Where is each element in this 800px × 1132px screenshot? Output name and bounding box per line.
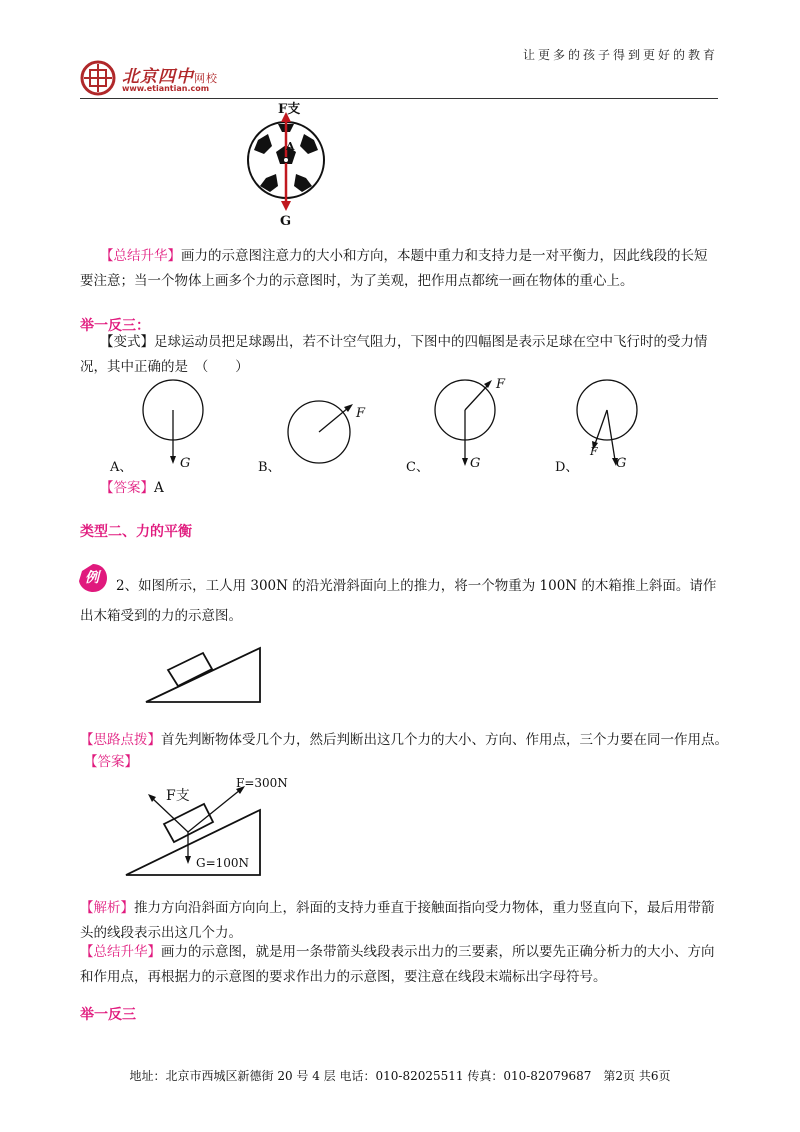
option-b-label: B、: [258, 460, 281, 475]
example2-text: 2、如图所示，工人用 300N 的沿光滑斜面向上的推力，将一个物重为 100N 的木箱推上斜面。请作出木箱受到的力的示意图。: [80, 578, 717, 624]
answer1-tag: 【答案】: [100, 480, 154, 496]
header-logo: [80, 60, 120, 96]
fig2-label-gravity: G=100N: [196, 856, 250, 870]
summary1-text: 画力的示意图注意力的大小和方向，本题中重力和支持力是一对平衡力，因此线段的长短要注意；当一个物体上画多个力的示意图时，为了美观，把作用点都统一画在物体的重心上。: [80, 248, 708, 289]
answer2-line: [84, 750, 138, 775]
fig2-label-support: F支: [166, 788, 190, 804]
answer1-line: [100, 476, 164, 501]
page-footer: 地址：北京市西城区新德街 20 号 4 层 电话：010-82025511 传真：010-82079687 第2页 共6页: [129, 1069, 671, 1083]
analysis-tag: 【解析】: [80, 900, 134, 916]
summary1-paragraph: [80, 244, 720, 294]
answer1-text: A: [154, 480, 164, 496]
option-d-force-f: F: [590, 445, 598, 458]
option-c-force-f: F: [496, 377, 506, 392]
example2-paragraph: [80, 571, 720, 631]
option-a-force-g: G: [180, 456, 191, 471]
option-b-force-f: F: [356, 406, 366, 421]
option-c-label: C、: [406, 460, 429, 475]
variant-tag: 【变式】: [100, 334, 154, 350]
summary2-paragraph: [80, 940, 720, 990]
logo-name-text: 北京四中: [122, 67, 194, 87]
header-slogan: 让更多的孩子得到更好的教育: [522, 48, 718, 62]
option-d-diagram: [575, 378, 655, 473]
option-b-diagram: [284, 390, 374, 470]
analysis-text: 推力方向沿斜面方向向上，斜面的支持力垂直于接触面指向受力物体，重力竖直向下，最后用带箭头的线段表示出这几个力。: [80, 900, 715, 941]
variant-text: 足球运动员把足球踢出，若不计空气阻力，下图中的四幅图是表示足球在空中飞行时的受力情况，其中正确的是 （ ）: [80, 334, 708, 375]
logo-emblem-icon: [80, 60, 120, 96]
analysis-paragraph: [80, 896, 720, 946]
type2-heading: 类型二、力的平衡: [80, 524, 192, 540]
hint-paragraph: [80, 728, 730, 753]
example-badge-text: 例: [85, 570, 99, 586]
summary2-text: 画力的示意图，就是用一条带箭头线段表示出力的三要素，所以要先正确分析力的大小、方向和作用点，再根据力的示意图的要求作出力的示意图，要注意在线段末端标出字母符号。: [80, 944, 715, 985]
fig2-label-push: F=300N: [236, 776, 288, 790]
hint-text: 首先判断物体受几个力，然后判断出这几个力的大小、方向、作用点，三个力要在同一作用点。: [161, 732, 728, 748]
section2-heading: 举一反三: [80, 1007, 136, 1023]
hint-tag: 【思路点拨】: [80, 732, 161, 748]
logo-suffix: 网校: [194, 72, 218, 85]
answer2-tag: 【答案】: [84, 754, 138, 770]
logo-url: www.etiantian.com: [122, 84, 210, 93]
soccer-ball-figure: [236, 100, 336, 230]
fig1-label-a: A: [286, 140, 295, 153]
section1-heading: 举一反三：: [80, 318, 150, 334]
fig1-label-support: F支: [278, 102, 301, 117]
summary1-tag: 【总结升华】: [100, 248, 181, 264]
option-d-label: D、: [555, 460, 579, 475]
header-divider: [80, 98, 718, 99]
option-d-force-g: G: [616, 456, 627, 471]
summary2-tag: 【总结升华】: [80, 944, 161, 960]
incline-diagram: [140, 640, 270, 710]
fig1-label-g: G: [280, 214, 292, 229]
variant-paragraph: [80, 330, 720, 380]
option-a-label: A、: [110, 460, 133, 475]
option-c-force-g: G: [470, 456, 481, 471]
